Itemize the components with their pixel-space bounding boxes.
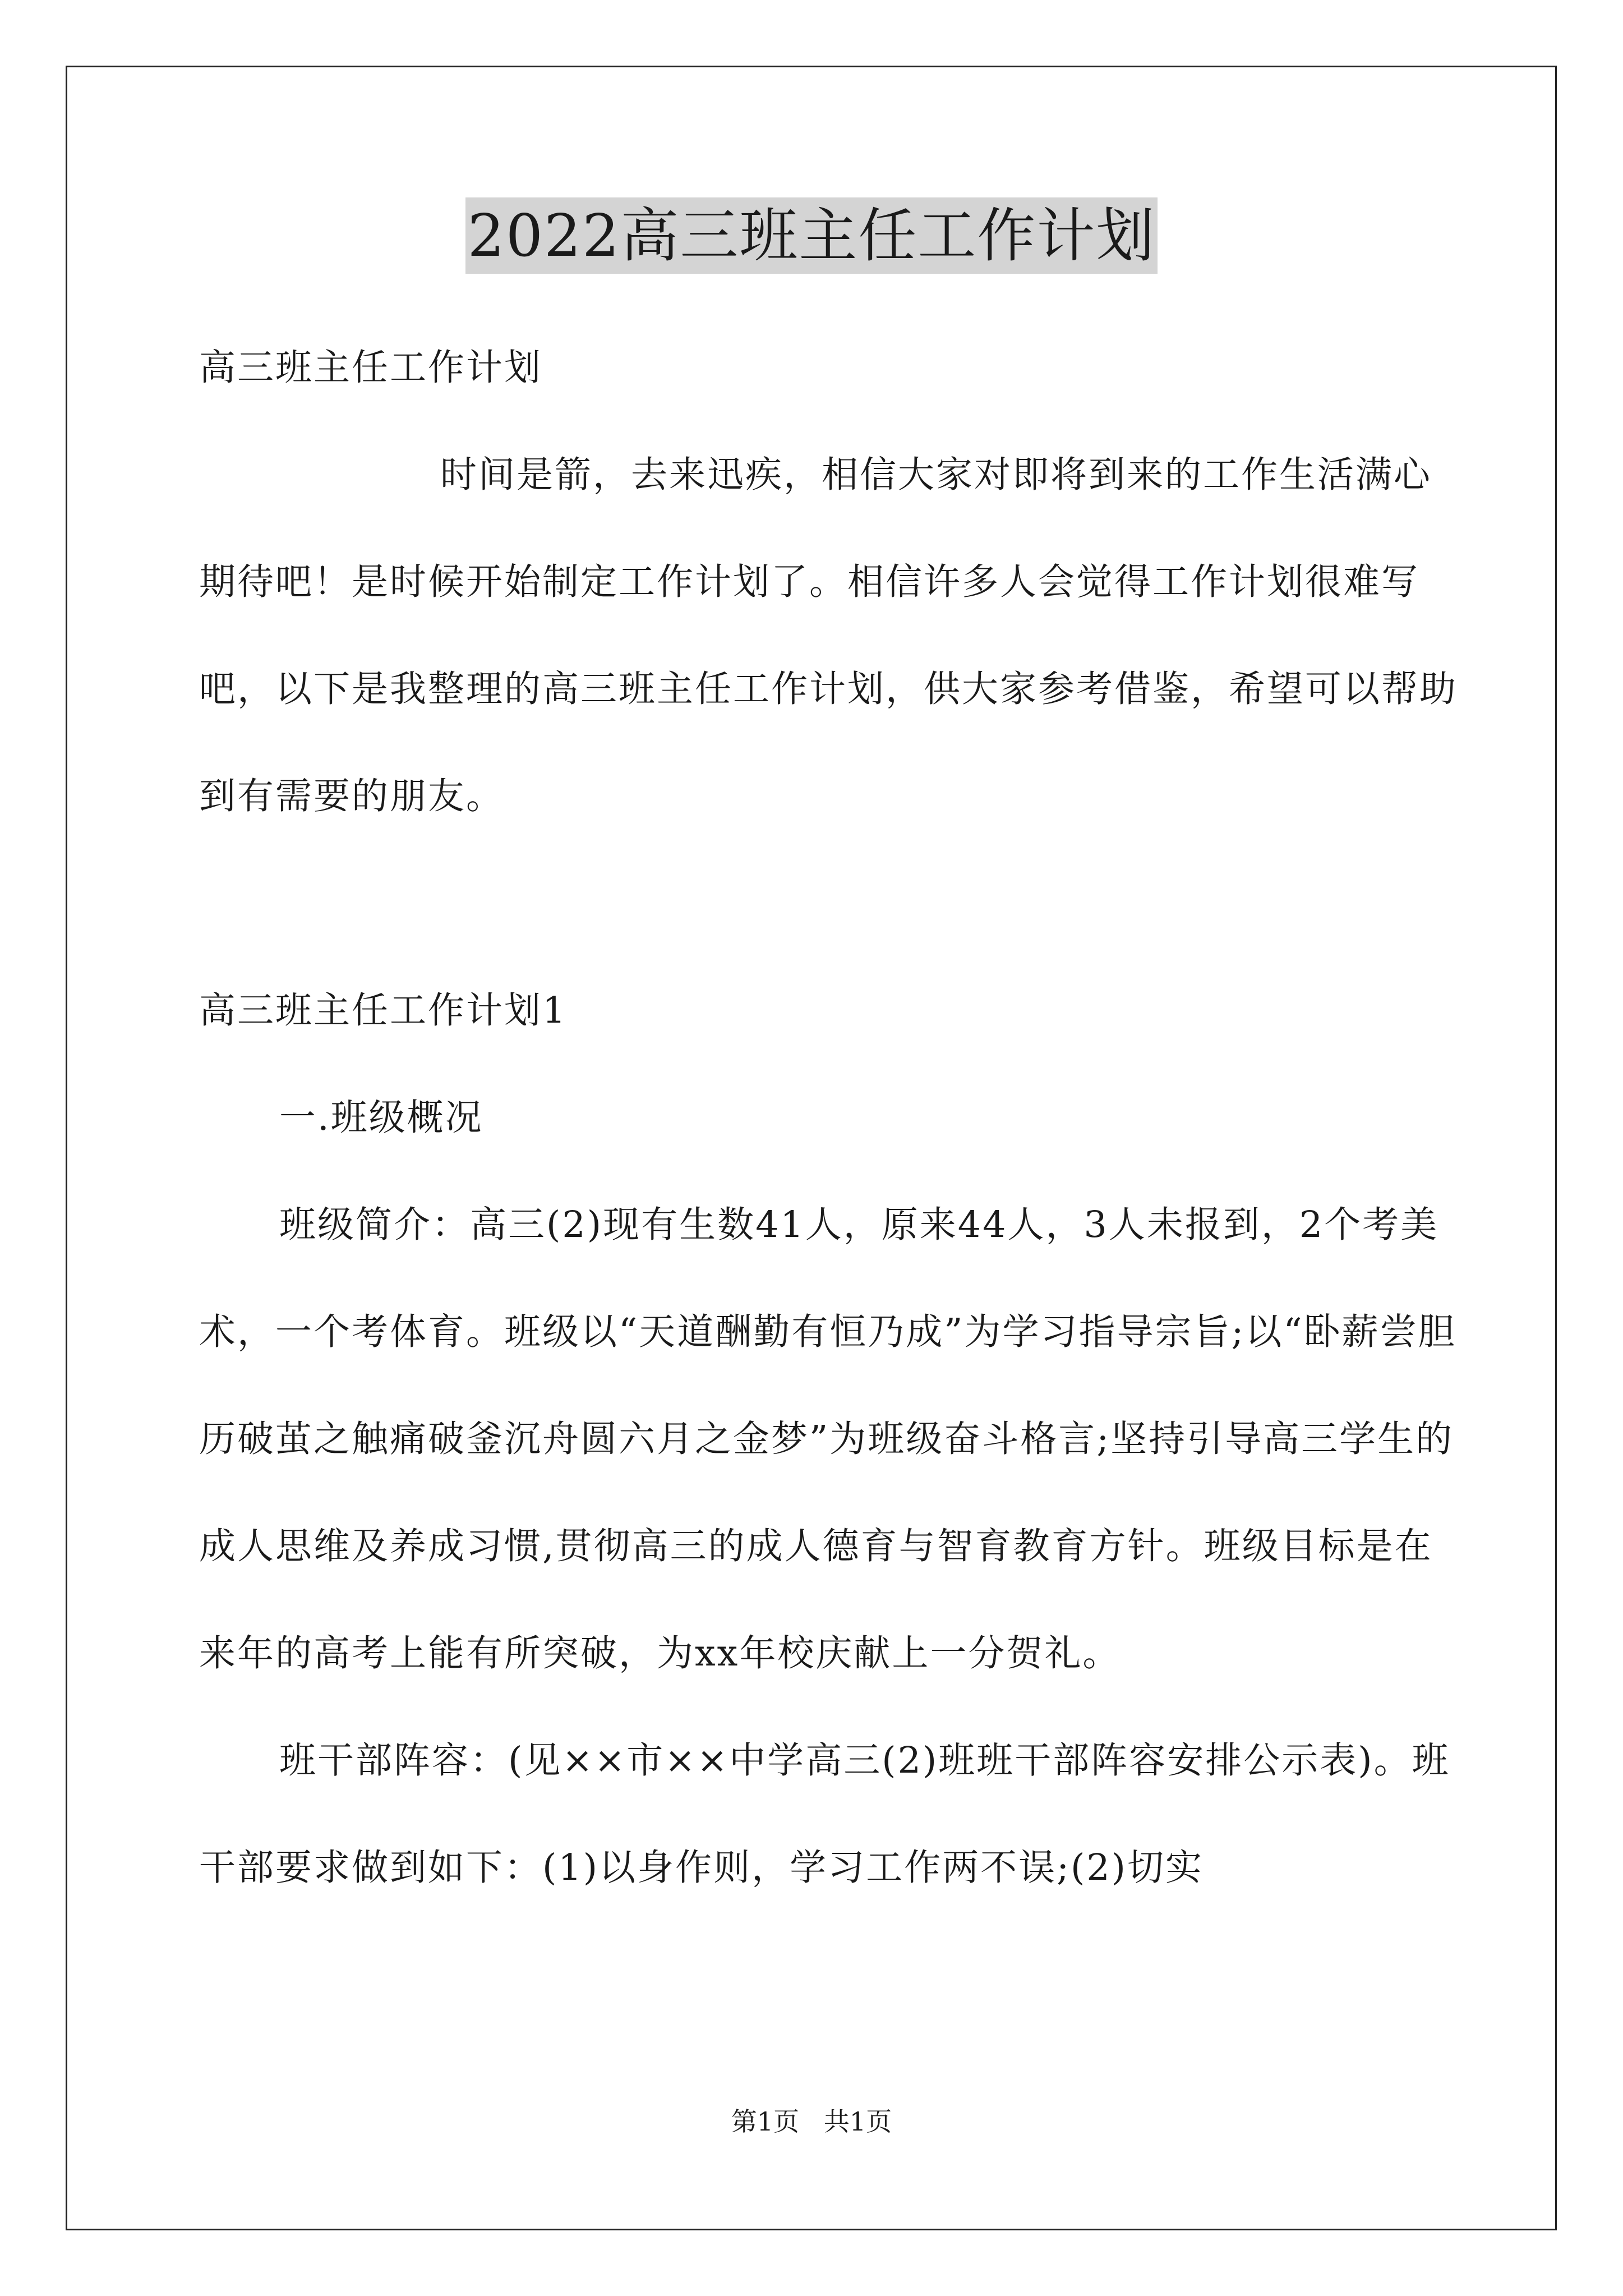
section-heading: 高三班主任工作计划1 xyxy=(199,990,568,1032)
paragraph-gap xyxy=(199,850,1458,957)
sub-heading: 一.班级概况 xyxy=(279,1097,483,1139)
title-container xyxy=(0,197,1623,274)
class-leaders-paragraph: 班干部阵容：(见××市××中学高三(2)班班干部阵容安排公示表)。班干部要求做到如下：(1)以身作则，学习工作两不误;(2)切实 xyxy=(199,1740,1450,1889)
class-intro-paragraph: 班级简介：高三(2)现有生数41人，原来44人，3人未报到，2个考美术，一个考体育。班级以“天道酬勤有恒乃成”为学习指导宗旨;以“卧薪尝胆历破茧之触痛破釜沉舟圆六月之金梦”为班级奋斗格言;坚持引导高三学生的成人思维及养成习惯,贯彻高三的成人德育与智育教育方针。班级目标是在来年的高考上能有所突破，为xx年校庆献上一分贺礼。 xyxy=(199,1204,1456,1674)
document-subtitle: 高三班主任工作计划 xyxy=(199,347,543,389)
document-title: 2022高三班主任工作计划 xyxy=(465,197,1158,274)
page-footer: 第1页 共1页 xyxy=(731,2106,892,2137)
document-body xyxy=(199,314,1458,1921)
intro-paragraph: 时间是箭，去来迅疾，相信大家对即将到来的工作生活满心期待吧！是时候开始制定工作计划了。相信许多人会觉得工作计划很难写吧，以下是我整理的高三班主任工作计划，供大家参考借鉴，希望可以帮助到有需要的朋友。 xyxy=(199,454,1458,817)
